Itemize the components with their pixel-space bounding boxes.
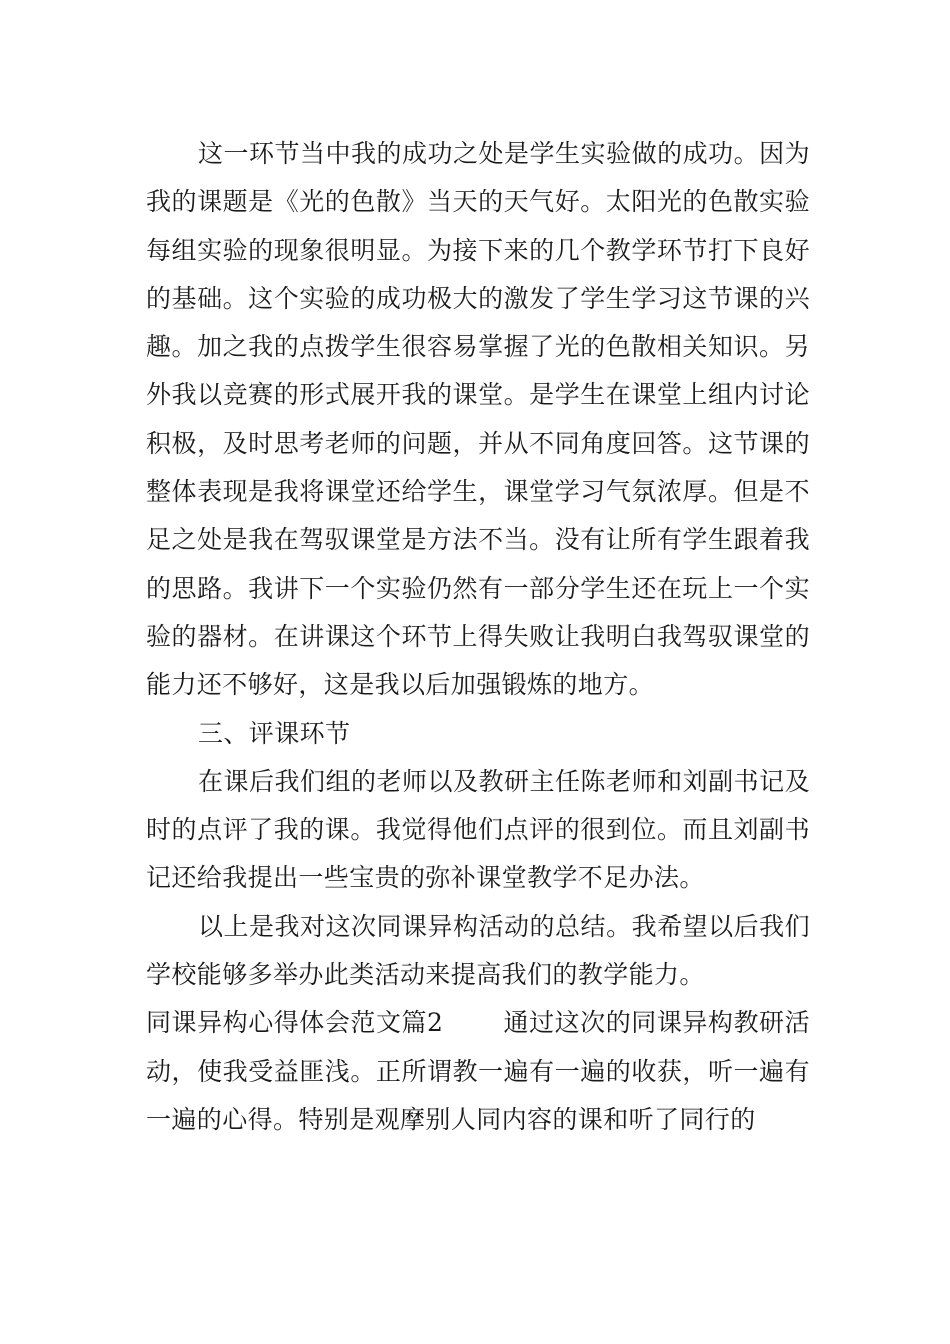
document-body (146, 130, 810, 1144)
paragraph-review: 在课后我们组的老师以及教研主任陈老师和刘副书记及时的点评了我的课。我觉得他们点评的很到位。而且刘副书记还给我提出一些宝贵的弥补课堂教学不足办法。 (146, 766, 810, 893)
section-2-text: 通过这次的同课异构教研活动，使我受益匪浅。正所谓教一遍有一遍的收获，听一遍有一遍的心得。特别是观摩别人同内容的课和听了同行的 (146, 1008, 810, 1134)
section-2-paragraph (146, 999, 810, 1144)
paragraph-summary: 以上是我对这次同课异构活动的总结。我希望以后我们学校能够多举办此类活动来提高我们的教学能力。 (146, 911, 810, 990)
paragraph-success-reflection: 这一环节当中我的成功之处是学生实验做的成功。因为我的课题是《光的色散》当天的天气好。太阳光的色散实验每组实验的现象很明显。为接下来的几个教学环节打下良好的基础。这个实验的成功极大的激发了学生学习这节课的兴趣。加之我的点拨学生很容易掌握了光的色散相关知识。另外我以竞赛的形式展开我的课堂。是学生在课堂上组内讨论积极，及时思考老师的问题，并从不同角度回答。这节课的整体表现是我将课堂还给学生，课堂学习气氛浓厚。但是不足之处是我在驾驭课堂是方法不当。没有让所有学生跟着我的思路。我讲下一个实验仍然有一部分学生还在玩上一个实验的器材。在讲课这个环节上得失败让我明白我驾驭课堂的能力还不够好，这是我以后加强锻炼的地方。 (146, 139, 810, 700)
heading-review-section: 三、评课环节 (198, 718, 351, 748)
section-2-title: 同课异构心得体会范文篇2 (146, 1008, 444, 1038)
